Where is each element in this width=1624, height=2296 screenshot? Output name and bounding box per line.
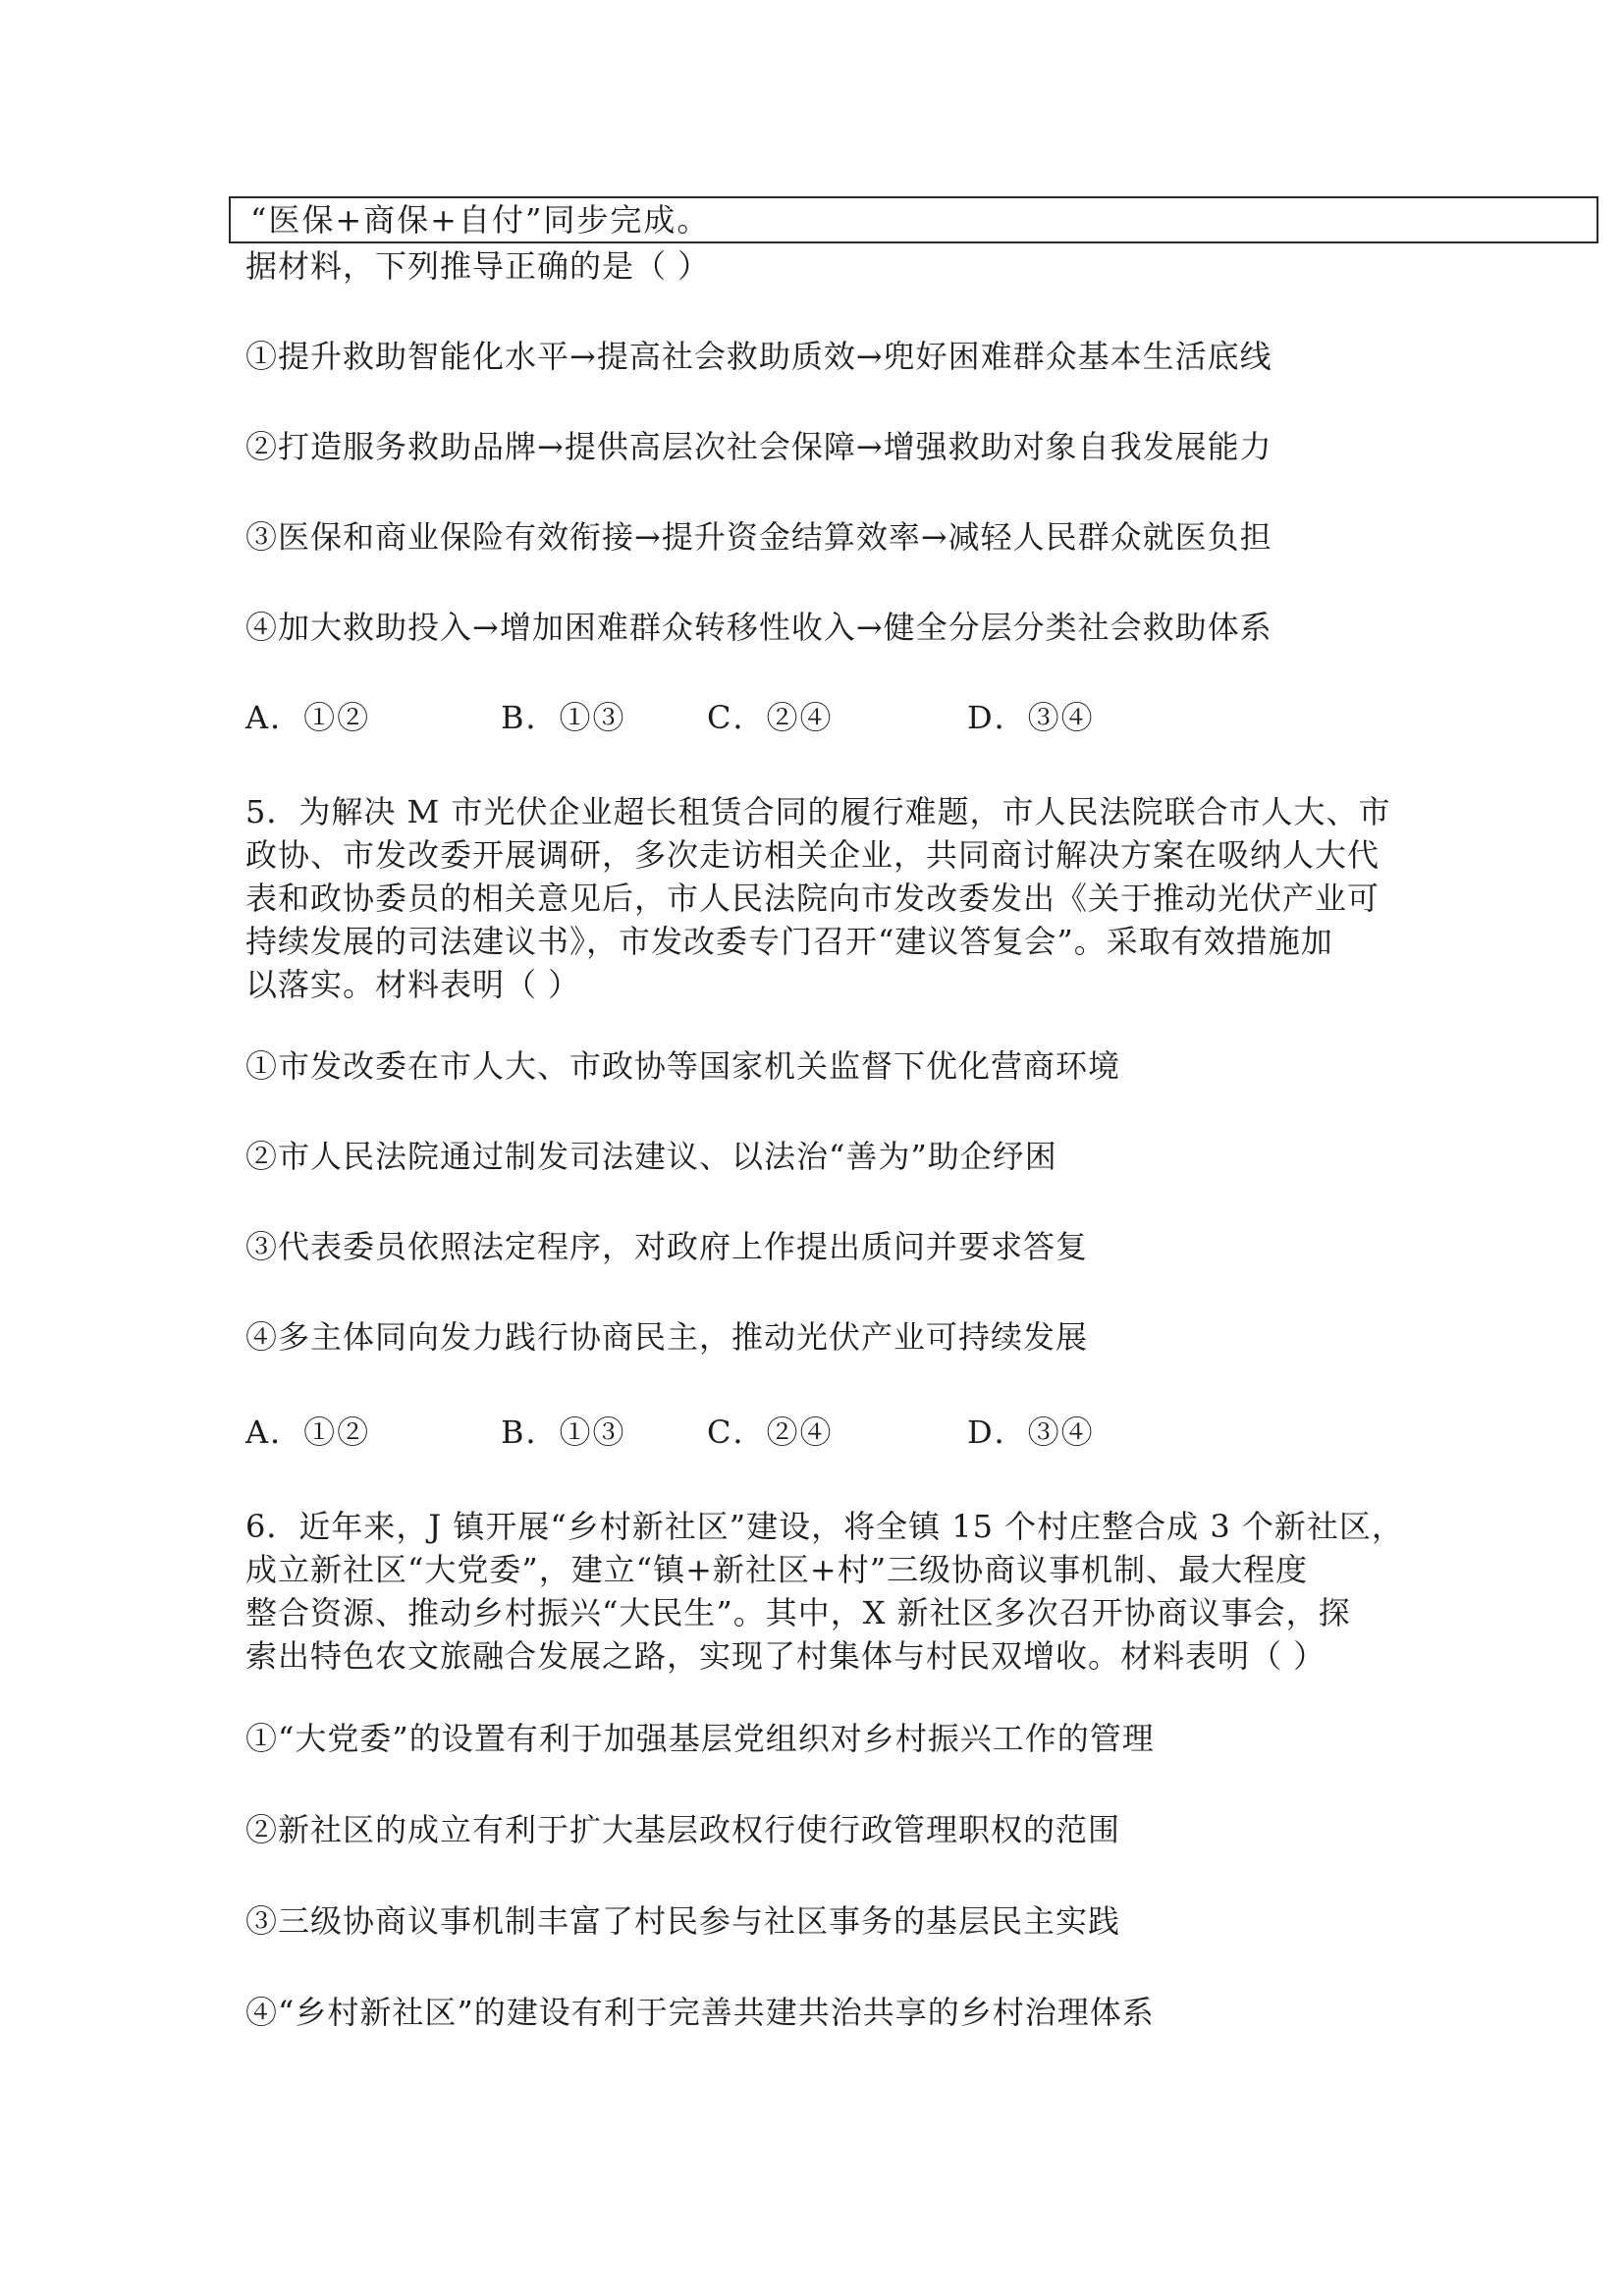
q6-stem-line: 索出特色农文旅融合发展之路，实现了村集体与村民双增收。材料表明（ ）: [245, 1637, 1326, 1675]
q4-option-c[interactable]: C．②④: [707, 699, 834, 736]
q4-option-b[interactable]: B．①③: [501, 699, 626, 736]
q5-option-a[interactable]: A．①②: [245, 1414, 371, 1451]
q6-stem: [245, 1505, 1404, 1678]
q5-stem-line: 以落实。材料表明（ ）: [245, 966, 581, 1003]
q5-stem-line: 表和政协委员的相关意见后，市人民法院向市发改委发出《关于推动光伏产业可: [245, 880, 1380, 917]
q6-item-4: ④“乡村新社区”的建设有利于完善共建共治共享的乡村治理体系: [245, 1994, 1155, 2031]
q4-option-a[interactable]: A．①②: [245, 699, 371, 736]
q6-item-2: ②新社区的成立有利于扩大基层政权行使行政管理职权的范围: [245, 1811, 1121, 1848]
q6-stem-line: 整合资源、推动乡村振兴“大民生”。其中，X 新社区多次召开协商议事会，探: [245, 1594, 1351, 1631]
q5-item-1: ①市发改委在市人大、市政协等国家机关监督下优化营商环境: [245, 1047, 1121, 1085]
q6-stem-line: 成立新社区“大党委”，建立“镇+新社区+村”三级协商议事机制、最大程度: [245, 1551, 1309, 1588]
q5-stem-line: 持续发展的司法建议书》，市发改委专门召开“建议答复会”。采取有效措施加: [245, 923, 1333, 960]
q5-stem: [245, 790, 1391, 1006]
q5-option-c[interactable]: C．②④: [707, 1414, 834, 1451]
q5-option-d[interactable]: D．③④: [967, 1414, 1095, 1451]
q4-item-4: ④加大救助投入→增加困难群众转移性收入→健全分层分类社会救助体系: [245, 609, 1272, 646]
material-box-tail: “医保+商保+自付”同步完成。: [229, 196, 1598, 243]
q5-item-4: ④多主体同向发力践行协商民主，推动光伏产业可持续发展: [245, 1318, 1089, 1356]
q6-item-1: ①“大党委”的设置有利于加强基层党组织对乡村振兴工作的管理: [245, 1720, 1155, 1757]
q5-item-2: ②市人民法院通过制发司法建议、以法治“善为”助企纾困: [245, 1138, 1057, 1175]
q4-item-3: ③医保和商业保险有效衔接→提升资金结算效率→减轻人民群众就医负担: [245, 518, 1272, 556]
q5-stem-line: 政协、市发改委开展调研，多次走访相关企业，共同商讨解决方案在吸纳人大代: [245, 836, 1380, 874]
q6-item-3: ③三级协商议事机制丰富了村民参与社区事务的基层民主实践: [245, 1902, 1121, 1940]
q4-item-2: ②打造服务救助品牌→提供高层次社会保障→增强救助对象自我发展能力: [245, 428, 1272, 465]
q4-item-1: ①提升救助智能化水平→提高社会救助质效→兜好困难群众基本生活底线: [245, 338, 1272, 375]
q5-option-b[interactable]: B．①③: [501, 1414, 626, 1451]
q4-option-d[interactable]: D．③④: [967, 699, 1095, 736]
q5-item-3: ③代表委员依照法定程序，对政府上作提出质问并要求答复: [245, 1228, 1089, 1265]
q6-stem-line: 6．近年来，J 镇开展“乡村新社区”建设，将全镇 15 个村庄整合成 3 个新社区，: [245, 1508, 1404, 1545]
q5-stem-line: 5．为解决 M 市光伏企业超长租赁合同的履行难题，市人民法院联合市人大、市: [245, 793, 1391, 830]
q4-stem: 据材料，下列推导正确的是（ ）: [245, 247, 711, 285]
